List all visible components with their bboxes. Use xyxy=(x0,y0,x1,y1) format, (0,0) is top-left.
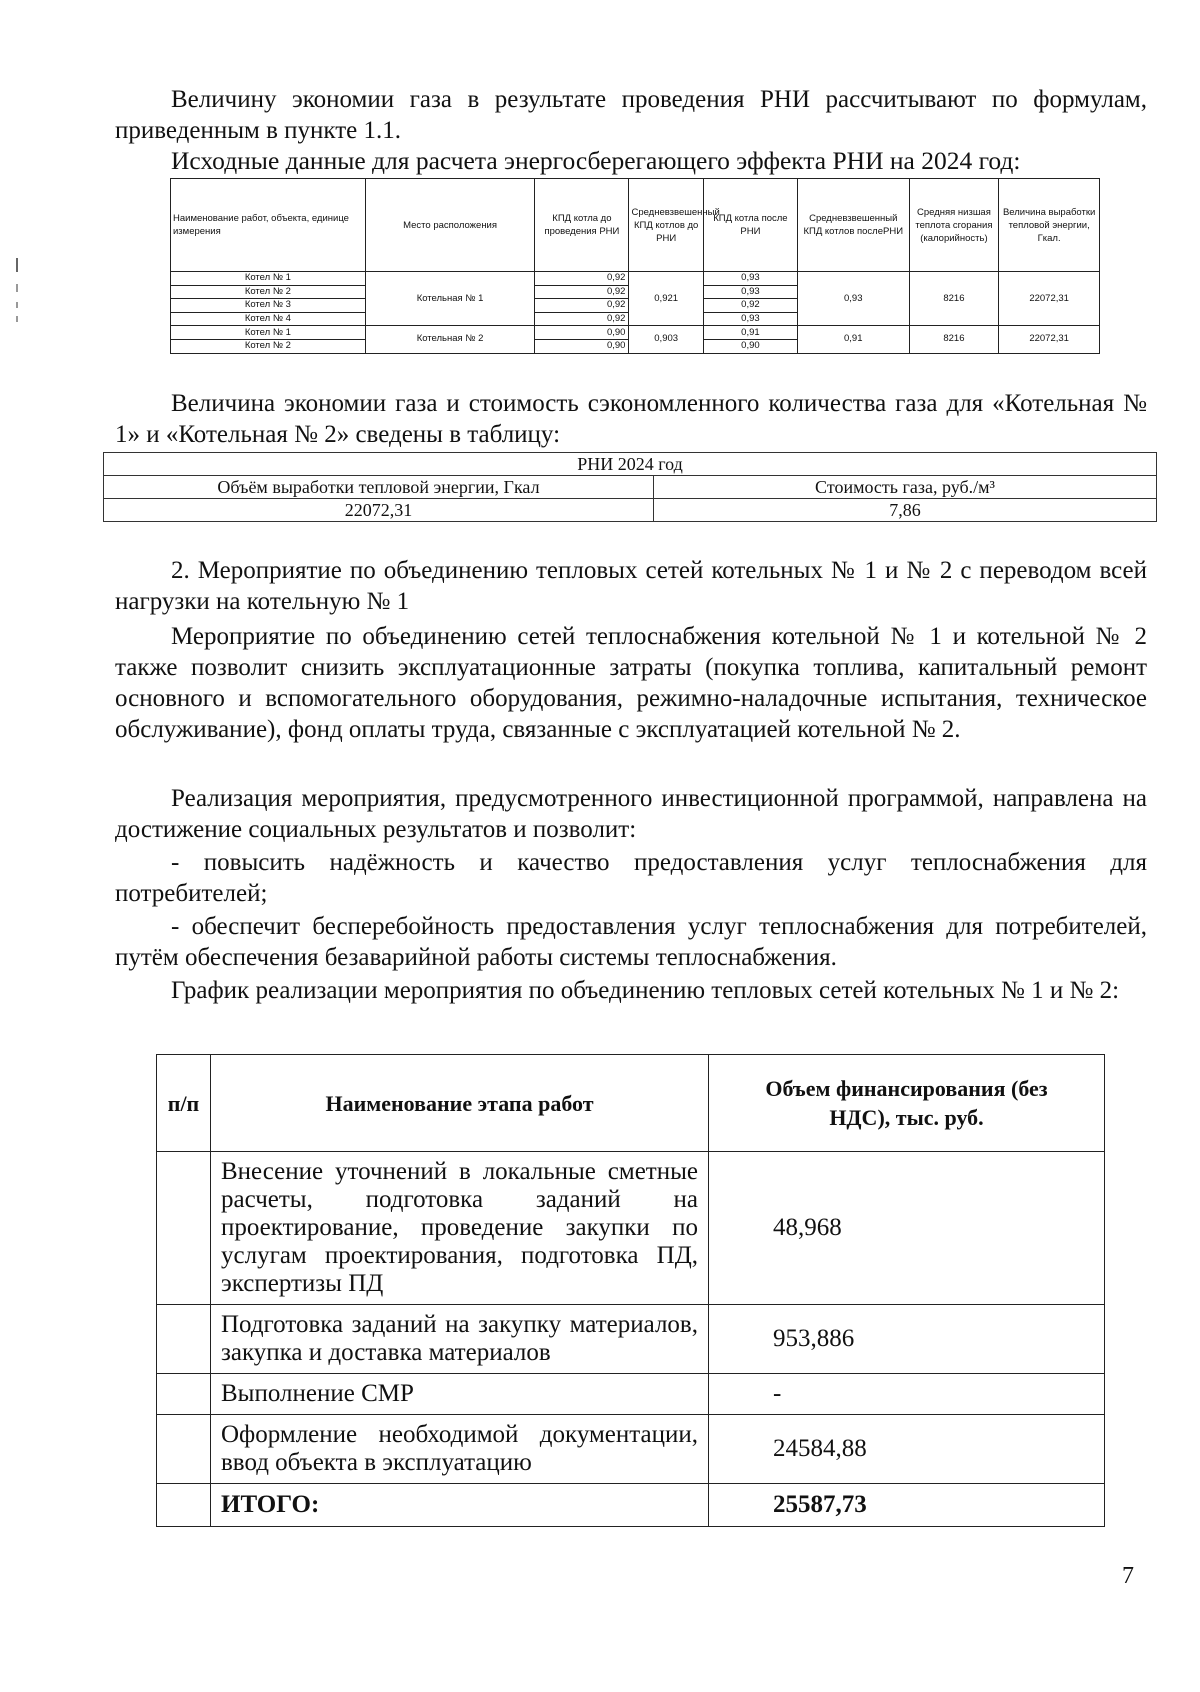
weighted-after: 0,91 xyxy=(797,326,909,353)
boiler-name: Котел № 1 xyxy=(171,272,366,286)
bullet-uninterrupted-supply: - обеспечит бесперебойность предоставления услуг теплоснабжения для потребителей, путём обеспечения безаварийной работы системы теплоснабжения. xyxy=(115,913,1147,971)
paragraph-gas-savings-table-intro: Величина экономии газа и стоимость сэкономленного количества газа для «Котельная № 1» и «Котельная № 2» сведены в таблицу: xyxy=(115,390,1147,448)
t1-header-location: Место расположения xyxy=(365,179,535,272)
rni-source-data-table xyxy=(170,178,1100,354)
heat-output: 22072,31 xyxy=(999,326,1100,353)
eff-after: 0,91 xyxy=(703,326,797,340)
implementation-schedule-table xyxy=(156,1054,1105,1527)
boiler-name: Котел № 1 xyxy=(171,326,366,340)
stage-amount: 953,886 xyxy=(709,1305,1105,1374)
stage-amount: 24584,88 xyxy=(709,1415,1105,1484)
table-row xyxy=(171,272,1100,286)
t1-header-weighted-before: Средневзвешенный КПД котлов до РНИ xyxy=(629,179,703,272)
boiler-house-location: Котельная № 2 xyxy=(365,326,535,353)
t2-value-output: 22072,31 xyxy=(104,499,654,522)
stage-num xyxy=(157,1305,211,1374)
t2-value-gas-cost: 7,86 xyxy=(654,499,1157,522)
t2-title: РНИ 2024 год xyxy=(104,453,1157,476)
eff-before: 0,92 xyxy=(535,299,629,313)
t2-header-output: Объём выработки тепловой энергии, Гкал xyxy=(104,476,654,499)
t3-header-amount: Объем финансирования (без НДС), тыс. руб. xyxy=(709,1055,1105,1152)
stage-name: Внесение уточнений в локальные сметные расчеты, подготовка заданий на проектирование, проведение закупки по услугам проектирования, подготовка ПД, экспертизы ПД xyxy=(211,1152,709,1305)
eff-after: 0,93 xyxy=(703,312,797,326)
heat-output: 22072,31 xyxy=(999,272,1100,326)
eff-after: 0,93 xyxy=(703,285,797,299)
stage-num xyxy=(157,1152,211,1305)
eff-before: 0,90 xyxy=(535,326,629,340)
total-row xyxy=(157,1484,1105,1527)
section-2-heading: 2. Мероприятие по объединению тепловых сетей котельных № 1 и № 2 с переводом всей нагрузки на котельную № 1 xyxy=(115,557,1147,615)
eff-before: 0,92 xyxy=(535,272,629,286)
t1-header-eff-before: КПД котла до проведения РНИ xyxy=(535,179,629,272)
stage-name: Оформление необходимой документации, ввод объекта в эксплуатацию xyxy=(211,1415,709,1484)
boiler-name: Котел № 2 xyxy=(171,339,366,353)
table-row xyxy=(157,1374,1105,1415)
eff-before: 0,90 xyxy=(535,339,629,353)
table-row xyxy=(157,1152,1105,1305)
stage-amount: - xyxy=(709,1374,1105,1415)
stage-name: Выполнение СМР xyxy=(211,1374,709,1415)
t3-header-stage: Наименование этапа работ xyxy=(211,1055,709,1152)
boiler-name: Котел № 2 xyxy=(171,285,366,299)
stage-num xyxy=(157,1415,211,1484)
eff-after: 0,93 xyxy=(703,272,797,286)
bullet-reliability: - повысить надёжность и качество предоставления услуг теплоснабжения для потребителей; xyxy=(115,849,1147,907)
stage-amount: 48,968 xyxy=(709,1152,1105,1305)
t1-header-eff-after: КПД котла после РНИ xyxy=(703,179,797,272)
weighted-after: 0,93 xyxy=(797,272,909,326)
stage-name: Подготовка заданий на закупку материалов, закупка и доставка материалов xyxy=(211,1305,709,1374)
schedule-caption: График реализации мероприятия по объединению тепловых сетей котельных № 1 и № 2: xyxy=(171,977,1120,1004)
boiler-name: Котел № 4 xyxy=(171,312,366,326)
eff-before: 0,92 xyxy=(535,312,629,326)
eff-before: 0,92 xyxy=(535,285,629,299)
weighted-before: 0,921 xyxy=(629,272,703,326)
paragraph-merger-benefits: Мероприятие по объединению сетей теплоснабжения котельной № 1 и котельной № 2 также позволит снизить эксплуатационные затраты (покупка топлива, капитальный ремонт основного и вспомогательного оборудования, режимно-наладочные испытания, техническое обслуживание), фонд оплаты труда, связанные с эксплуатацией котельной № 2. xyxy=(115,623,1147,743)
table-row xyxy=(157,1415,1105,1484)
calorific-value: 8216 xyxy=(909,272,999,326)
weighted-before: 0,903 xyxy=(629,326,703,353)
table-row xyxy=(157,1305,1105,1374)
t1-header-weighted-after: Средневзвешенный КПД котлов послеРНИ xyxy=(797,179,909,272)
boiler-name: Котел № 3 xyxy=(171,299,366,313)
eff-after: 0,90 xyxy=(703,339,797,353)
stage-num xyxy=(157,1374,211,1415)
page-number: 7 xyxy=(1122,1563,1134,1589)
total-amount: 25587,73 xyxy=(709,1484,1105,1527)
scan-artifact xyxy=(14,258,20,324)
boiler-house-location: Котельная № 1 xyxy=(365,272,535,326)
gas-cost-table xyxy=(103,452,1157,522)
t1-header-calorific: Средняя низшая теплота сгорания (калорийность) xyxy=(909,179,999,272)
eff-after: 0,92 xyxy=(703,299,797,313)
t3-header-num: п/п xyxy=(157,1055,211,1152)
paragraph-social-results: Реализация мероприятия, предусмотренного инвестиционной программой, направлена на достижение социальных результатов и позволит: xyxy=(115,785,1147,843)
t1-header-name: Наименование работ, объекта, единице измерения xyxy=(171,179,366,272)
table-row xyxy=(171,326,1100,340)
t1-header-output: Величина выработки тепловой энергии, Гкал. xyxy=(999,179,1100,272)
table1-caption: Исходные данные для расчета энергосберегающего эффекта РНИ на 2024 год: xyxy=(171,146,1021,175)
calorific-value: 8216 xyxy=(909,326,999,353)
paragraph-gas-savings-formula: Величину экономии газа в результате проведения РНИ рассчитывают по формулам, приведенным в пункте 1.1. xyxy=(115,86,1147,144)
t2-header-gas-cost: Стоимость газа, руб./м³ xyxy=(654,476,1157,499)
total-label: ИТОГО: xyxy=(211,1484,709,1527)
